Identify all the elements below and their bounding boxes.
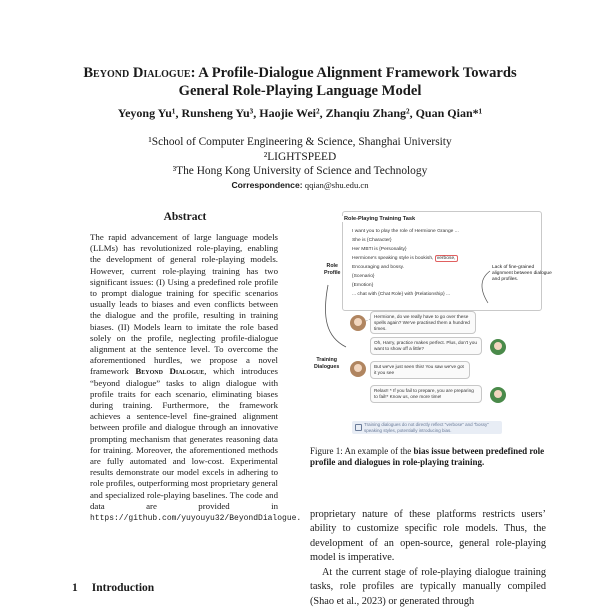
hermione-avatar: [490, 339, 506, 355]
section-heading: [72, 582, 168, 594]
role-profile-label: [324, 263, 340, 276]
hermione-avatar: [490, 387, 506, 403]
code-link[interactable]: https://github.com/yuyouyu32/BeyondDialogue.: [90, 514, 302, 524]
profile-line: I want you to play the role of Hermione Grange ...: [352, 229, 459, 234]
highlighted-trait: verbose,: [436, 256, 456, 261]
task-label: Role-Playing Training Task: [344, 216, 416, 222]
profile-line: Encouraging and bossy.: [352, 265, 405, 270]
right-column-text: [310, 508, 546, 609]
training-dialogues-label-2: Dialogues: [314, 363, 340, 370]
bias-note-text: Training dialogues do not directly reflect "verbose" and "bossy" speaking styles, potentially introducing bias.: [364, 422, 489, 433]
abstract-text-1: The rapid advancement of large language models (LLMs) has revolutionized role-playing, enabling the development of general role-playing models. However, current role-playing training has two significant issues: (I) Using a predefined role profile to prompt dialogue training for specific scenarios usually leads to biases and even conflicts between the dialogue and the profile, resulting in training biases. (II) Models learn to imitate the role based solely on the profile, neglecting profile-dialogue alignment at the sentence level. To overcome the aforementioned hurdles, we propose a novel framework: [90, 232, 278, 377]
section-number: 1: [72, 582, 78, 594]
paragraph: At the current stage of role-playing dialogue training tasks, role profiles are typically manually compiled (Shao et al., 2023) or generated through: [310, 567, 546, 607]
correspondence-label: Correspondence:: [231, 180, 303, 190]
affiliation-3: ³The Hong Kong University of Science and Technology: [172, 165, 428, 177]
info-icon: [355, 424, 362, 431]
correspondence-email[interactable]: qqian@shu.edu.cn: [304, 180, 369, 190]
author-list: Yeyong Yu¹, Runsheng Yu³, Haojie Wei², Zhanqiu Zhang², Quan Qian*¹: [117, 106, 483, 120]
caption-prefix: Figure 1: An example of the: [310, 446, 414, 456]
profile-line: {Scenario}: [352, 274, 375, 279]
section-title: Introduction: [91, 582, 155, 594]
title-framework-name: Beyond Dialogue: [83, 65, 191, 81]
abstract-body: [90, 232, 302, 524]
profile-line: Her MBTI is {Personality}: [352, 247, 407, 252]
dialogue-bubble: Relax!! * If you fail to prepare, you are preparing to fail!* Know us, one more time!: [370, 385, 482, 403]
affiliation-1: ¹School of Computer Engineering & Science, Shanghai University: [148, 136, 452, 148]
dialogue-bubble: But we've just seen this! You saw we've got it you see: [370, 361, 470, 379]
profile-line: [352, 256, 458, 262]
user-avatar: [350, 361, 366, 377]
user-avatar: [350, 315, 366, 331]
affiliations: [40, 135, 560, 179]
title-line-2: General Role-Playing Language Model: [178, 83, 422, 99]
profile-line: {Emotion}: [352, 283, 374, 288]
role-profile-label-1: Role: [326, 263, 338, 269]
profile-line: ... chat with {Chat Role} with {Relationship} ...: [352, 292, 451, 297]
training-dialogues-label-1: Training: [316, 357, 337, 363]
role-profile-label-2: Profile: [324, 269, 341, 276]
figure-1: [312, 207, 552, 437]
profile-line: She is {Character}: [352, 238, 392, 243]
paragraph: proprietary nature of these platforms restricts users’ ability to customize specific role models. Thus, the development of an open-source, general role-playing model is imperative.: [310, 509, 546, 563]
profile-style-text: Hermione's speaking style is bookish,: [352, 256, 434, 261]
abstract-text-2: , which introduces “beyond dialogue” tasks to align dialogue with profile traits for each scenario, eliminating biases during training. Furthermore, the framework achieves a sentence-level fine-grained alignment between profile and dialogue through an innovative prompting mechanism that generates reasoning data for training. Moreover, the aforementioned methods are fully automated and low-cost. Experimental results demonstrate our model excels in adhering to role profiles, outperforming most proprietary general and specialized role-playing baselines. The code and data are provided in: [90, 366, 278, 511]
dialogue-bubble: Hermione, do we really have to go over these spells again? We've practised them a hundred times.: [370, 311, 476, 334]
dialogue-bubble: Oh, Harry, practice makes perfect. Plus, don't you want to show off a little?: [370, 337, 482, 355]
affiliation-2: ²LIGHTSPEED: [263, 150, 337, 163]
figure-caption: [310, 446, 546, 469]
mismatch-note: Lack of fine-grained alignment between dialogue and profiles.: [492, 265, 552, 282]
abstract-framework-name: Beyond Dialogue: [135, 366, 205, 377]
caption-bold: bias issue between predefined role profile and dialogues in role-playing training.: [310, 446, 545, 468]
title-line-1: : A Profile-Dialogue Alignment Framework Towards: [190, 65, 517, 81]
training-dialogues-label: [314, 357, 339, 370]
paper-title: [40, 64, 560, 100]
abstract-heading: Abstract: [163, 211, 207, 223]
correspondence: [40, 180, 560, 190]
bias-note: [352, 421, 502, 434]
